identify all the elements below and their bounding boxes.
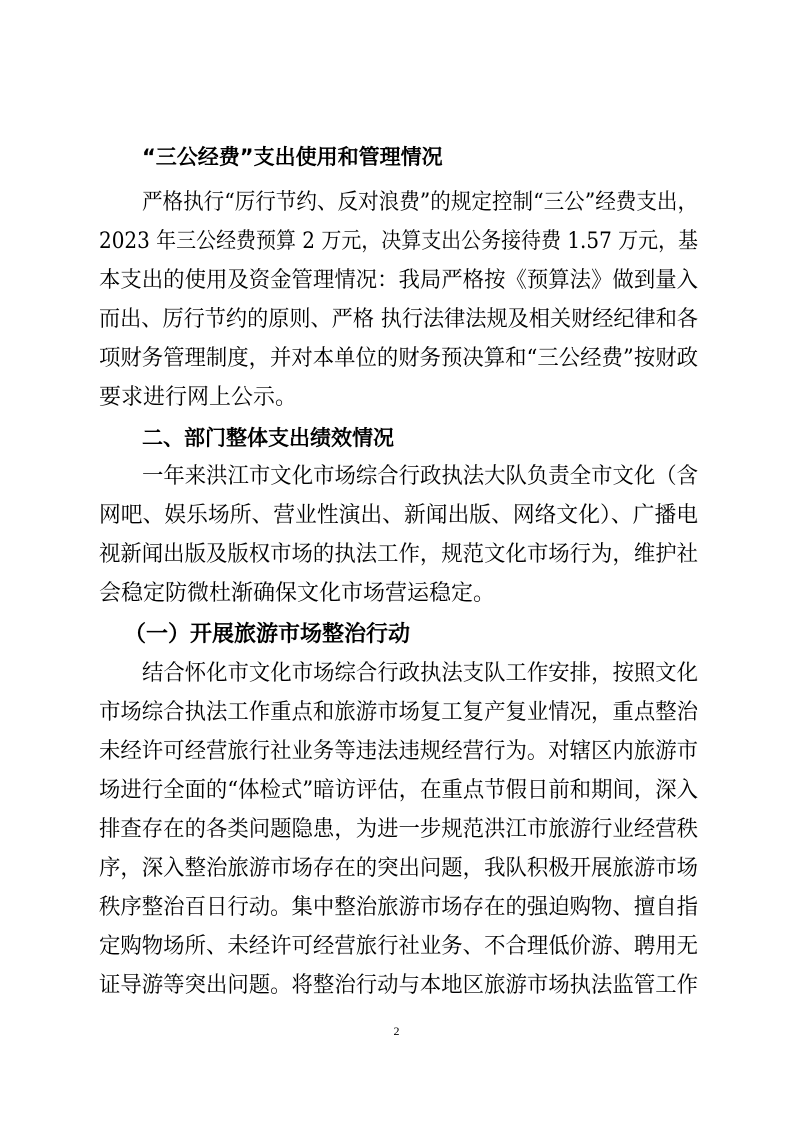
paragraph-line-text: 秩序整治百日行动。集中整治旅游市场存在的强迫购物、擅自指 [99, 895, 699, 920]
paragraph-line [0, 222, 793, 262]
paragraph-line [0, 654, 793, 694]
paragraph-line [0, 966, 793, 1006]
paragraph-line [0, 183, 793, 223]
paragraph-line-text: 排查存在的各类问题隐患，为进一步规范洪江市旅游行业经营秩 [99, 817, 699, 842]
paragraph-line [0, 693, 793, 733]
paragraph-line-text: 定购物场所、未经许可经营旅行社业务、不合理低价游、聘用无 [99, 934, 699, 959]
paragraph-line [0, 535, 793, 575]
paragraph-line [0, 261, 793, 301]
paragraph-line-text: 严格执行“厉行节约、反对浪费”的规定控制“三公”经费支出， [142, 190, 699, 215]
paragraph-line [0, 927, 793, 967]
paragraph-line [0, 771, 793, 811]
paragraph-line-text: 未经许可经营旅行社业务等违法违规经营行为。对辖区内旅游市 [99, 739, 699, 764]
section-heading-two [0, 418, 793, 458]
paragraph-line-text: 证导游等突出问题。将整治行动与本地区旅游市场执法监管工作 [99, 973, 699, 998]
paragraph-line-text: 而出、厉行节约的原则、严格 执行法律法规及相关财经纪律和各 [99, 307, 699, 332]
paragraph-line [0, 496, 793, 536]
page-number: 2 [393, 1024, 400, 1038]
paragraph-line [0, 732, 793, 772]
paragraph-line-text: 本支出的使用及资金管理情况：我局严格按《预算法》做到量入 [99, 268, 699, 293]
paragraph-line-text: 2023 年三公经费预算 2 万元，决算支出公务接待费 1.57 万元，基 [99, 229, 699, 254]
paragraph-line-text: 结合怀化市文化市场综合行政执法支队工作安排，按照文化 [142, 661, 698, 686]
paragraph-line-text: 场进行全面的“体检式”暗访评估，在重点节假日前和期间，深入 [99, 778, 698, 803]
subsection-heading-one-text: （一）开展旅游市场整治行动 [124, 621, 411, 647]
paragraph-line-text: 会稳定防微杜渐确保文化市场营运稳定。 [99, 581, 496, 606]
paragraph-line [0, 888, 793, 928]
paragraph-line [0, 457, 793, 497]
section-heading-sangong-text: “三公经费”支出使用和管理情况 [142, 145, 443, 169]
section-heading-two-text: 二、部门整体支出绩效情况 [142, 426, 394, 450]
paragraph-line-text: 序，深入整治旅游市场存在的突出问题，我队积极开展旅游市场 [99, 856, 699, 881]
paragraph-line-text: 项财务管理制度，并对本单位的财务预决算和“三公经费”按财政 [99, 346, 698, 371]
paragraph-line [0, 378, 793, 418]
paragraph-line-text: 要求进行网上公示。 [99, 385, 298, 410]
paragraph-line-text: 市场综合执法工作重点和旅游市场复工复产复业情况，重点整治 [99, 700, 699, 725]
paragraph-line [0, 849, 793, 889]
paragraph-line [0, 339, 793, 379]
section-heading-sangong [0, 137, 793, 177]
paragraph-line-text: 视新闻出版及版权市场的执法工作，规范文化市场行为，维护社 [99, 542, 699, 567]
subsection-heading-one [0, 614, 793, 654]
paragraph-line-text: 一年来洪江市文化市场综合行政执法大队负责全市文化（含 [142, 464, 698, 489]
paragraph-line-text: 网吧、娱乐场所、营业性演出、新闻出版、网络文化）、广播电 [99, 503, 699, 528]
paragraph-line [0, 574, 793, 614]
paragraph-line [0, 300, 793, 340]
paragraph-line [0, 810, 793, 850]
